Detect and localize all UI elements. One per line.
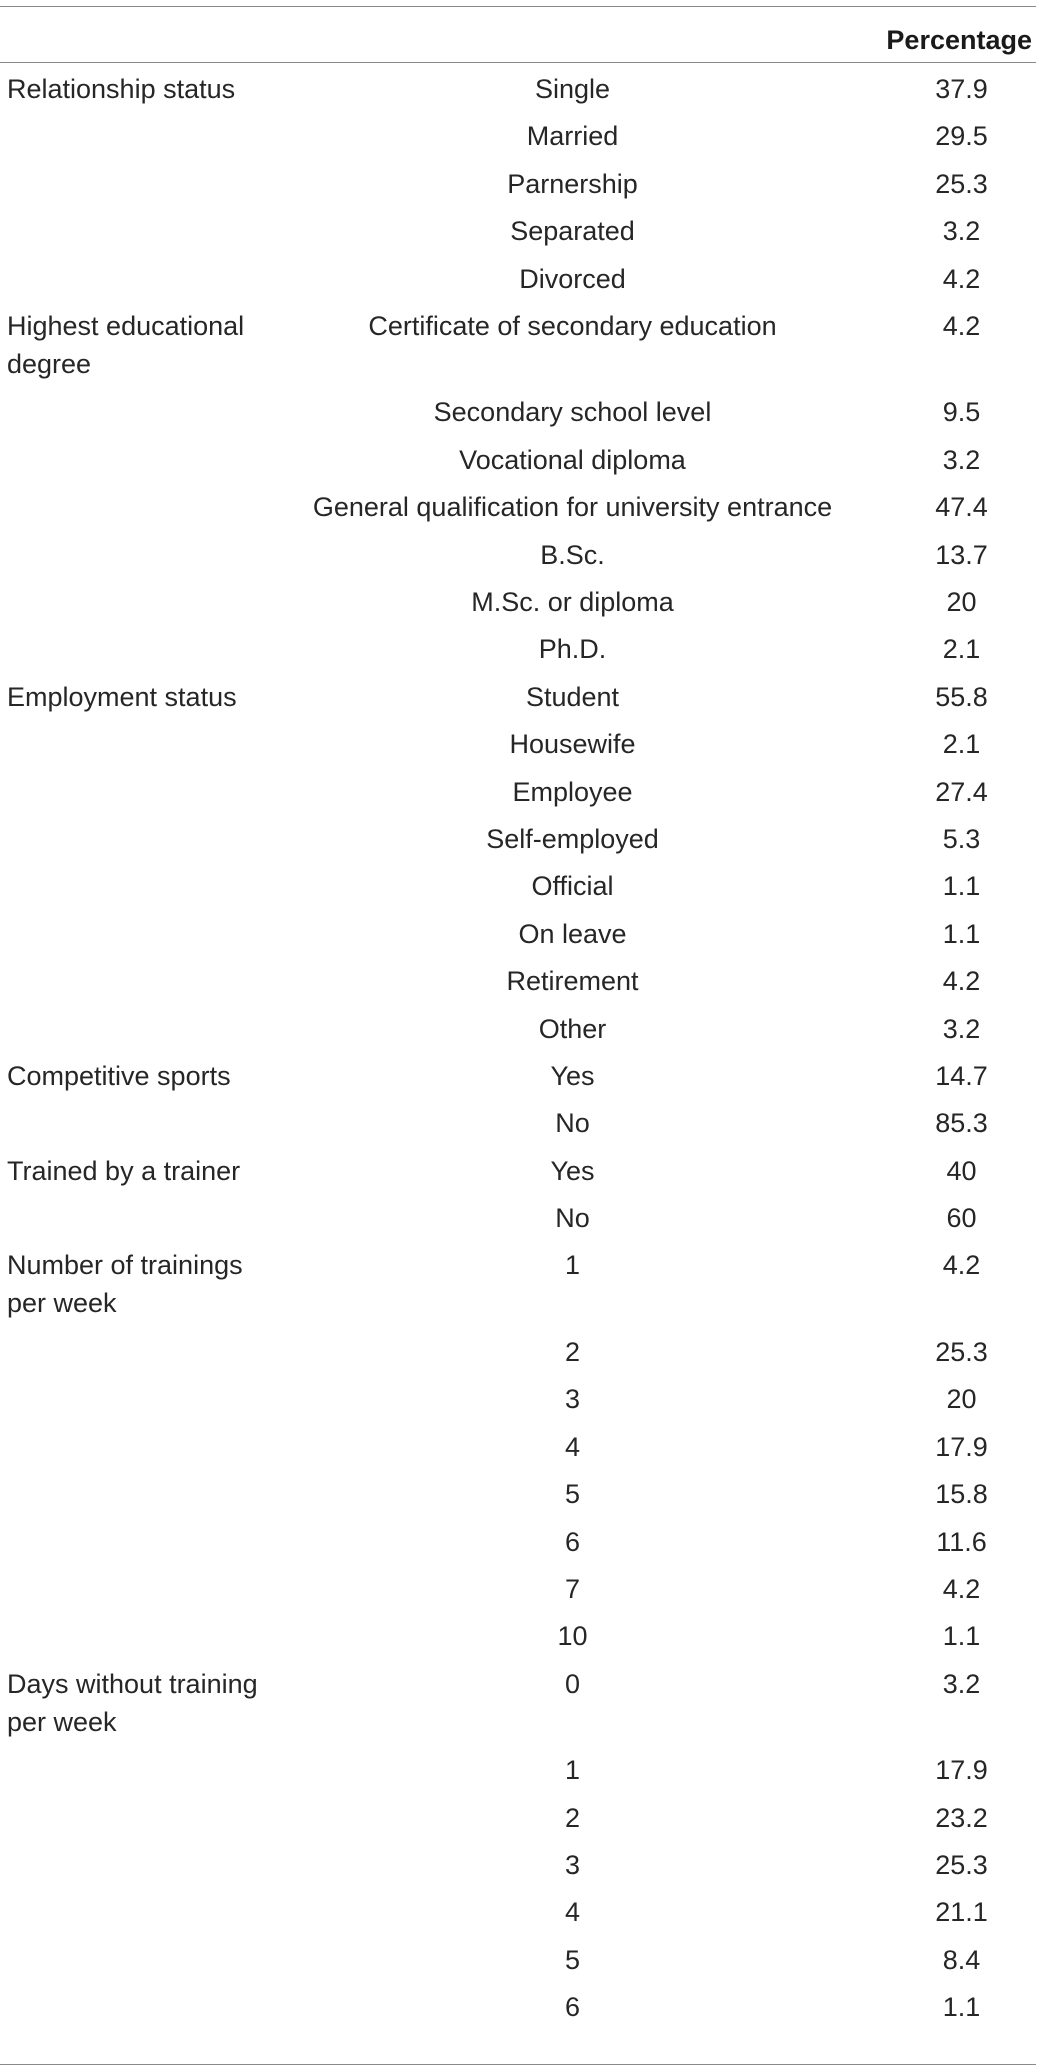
row-percentage: 3.2 [942, 444, 981, 475]
row-group-label [0, 1570, 285, 1617]
table-row [0, 488, 1040, 535]
table-row [0, 212, 1040, 259]
table-row [0, 260, 1040, 307]
row-group-label [0, 1941, 285, 1988]
row-category: 7 [564, 1573, 581, 1604]
row-group-label: Relationship status [7, 74, 236, 104]
row-group-label [0, 1751, 285, 1798]
row-percentage: 4.2 [942, 1573, 981, 1604]
table-row [0, 1152, 1040, 1199]
row-group-label [0, 488, 285, 535]
row-category: No [555, 1203, 590, 1234]
row-category: 5 [564, 1944, 581, 1975]
row-group-label [0, 962, 285, 1009]
row-category: Other [538, 1013, 607, 1044]
row-group-label [0, 630, 285, 677]
table-top-rule [0, 6, 1036, 7]
row-percentage: 4.2 [942, 310, 981, 341]
table-bottom-rule [0, 2064, 1036, 2065]
row-percentage: 20 [946, 1384, 977, 1415]
row-percentage: 4.2 [942, 263, 981, 294]
row-percentage: 17.9 [935, 1431, 988, 1462]
row-percentage: 27.4 [935, 776, 988, 807]
row-percentage: 25.3 [935, 1850, 988, 1880]
row-category: Yes [550, 1155, 595, 1186]
table-row [0, 70, 1040, 117]
row-group-label [0, 1617, 285, 1664]
table-row [0, 1246, 1040, 1333]
row-group-label [0, 820, 285, 867]
row-category: 3 [564, 1384, 581, 1415]
row-category: 4 [564, 1431, 581, 1462]
row-group-label [0, 1428, 285, 1475]
table-row [0, 1988, 1040, 2035]
demographics-table [0, 70, 1040, 2036]
row-category: 2 [564, 1336, 581, 1367]
row-percentage: 3.2 [942, 1668, 981, 1699]
row-percentage: 2.1 [942, 634, 981, 665]
row-percentage: 17.9 [935, 1755, 988, 1786]
row-group-label [0, 915, 285, 962]
row-percentage: 29.5 [935, 121, 988, 152]
table-row [0, 1333, 1040, 1380]
table-row [0, 1751, 1040, 1798]
row-percentage: 1.1 [942, 918, 981, 949]
table-row [0, 536, 1040, 583]
row-percentage: 4.2 [942, 966, 981, 997]
table-row [0, 1104, 1040, 1151]
row-percentage: 20 [946, 587, 977, 618]
row-category: 5 [564, 1479, 581, 1510]
row-group-label [0, 1104, 285, 1151]
table-row [0, 307, 1040, 394]
table-row [0, 725, 1040, 772]
row-group-label [0, 867, 285, 914]
table-row [0, 1057, 1040, 1104]
row-group-label [0, 1988, 285, 2035]
row-percentage: 1.1 [942, 871, 981, 902]
row-category: 0 [564, 1668, 581, 1699]
row-percentage: 5.3 [942, 823, 981, 854]
row-percentage: 4.2 [942, 1250, 981, 1281]
row-group-label [0, 725, 285, 772]
row-category: Self-employed [486, 823, 659, 854]
table-row [0, 867, 1040, 914]
row-group-label [0, 1475, 285, 1522]
row-category: Yes [550, 1060, 595, 1091]
row-percentage: 3.2 [942, 216, 981, 247]
row-percentage: 15.8 [935, 1479, 988, 1510]
row-group-label [0, 536, 285, 583]
table-row [0, 1893, 1040, 1940]
row-percentage: 11.6 [936, 1526, 987, 1557]
table-row [0, 678, 1040, 725]
row-group-label [0, 260, 285, 307]
row-category: Ph.D. [538, 634, 607, 665]
row-percentage: 85.3 [935, 1108, 988, 1139]
row-percentage: 2.1 [942, 729, 981, 760]
row-category: 6 [564, 1992, 581, 2023]
row-category: 4 [564, 1897, 581, 1928]
row-category: No [555, 1108, 590, 1139]
row-category: Vocational diploma [459, 444, 686, 475]
table-row [0, 1941, 1040, 1988]
row-percentage: 1.1 [942, 1621, 981, 1652]
table-row [0, 1846, 1040, 1893]
row-category: Parnership [507, 168, 638, 199]
row-group-label: Trained by a trainer [7, 1155, 241, 1186]
row-group-label [0, 1380, 285, 1427]
row-category: 10 [557, 1621, 588, 1652]
row-category: On leave [518, 918, 627, 949]
table-body [0, 70, 1040, 2036]
table-row [0, 820, 1040, 867]
row-category: 1 [564, 1755, 581, 1786]
row-percentage: 21.1 [935, 1897, 988, 1928]
table-row [0, 1799, 1040, 1846]
row-percentage: 8.4 [942, 1944, 981, 1975]
row-category: Separated [510, 216, 635, 247]
table-row [0, 773, 1040, 820]
row-group-label [0, 441, 285, 488]
table-row [0, 1380, 1040, 1427]
row-percentage: 37.9 [935, 74, 988, 104]
row-percentage: 60 [946, 1203, 977, 1234]
row-category: Single [534, 74, 611, 104]
row-group-label [0, 1523, 285, 1570]
row-group-label: Days without training per week [7, 1668, 258, 1737]
row-group-label [0, 117, 285, 164]
row-group-label [0, 773, 285, 820]
row-category: B.Sc. [540, 539, 605, 570]
row-group-label [0, 583, 285, 630]
table-row [0, 1570, 1040, 1617]
table-row [0, 393, 1040, 440]
column-header-percentage: Percentage [886, 25, 1032, 55]
row-category: 2 [564, 1802, 581, 1833]
row-category: Secondary school level [433, 397, 712, 428]
row-percentage: 1.1 [942, 1992, 981, 2023]
table-header-rule [0, 62, 1036, 63]
row-group-label [0, 1333, 285, 1380]
row-group-label: Highest educational degree [7, 310, 245, 379]
row-percentage: 13.7 [935, 539, 988, 570]
row-group-label [0, 1846, 285, 1893]
row-percentage: 55.8 [935, 681, 988, 712]
table-row [0, 1010, 1040, 1057]
table-row [0, 1475, 1040, 1522]
row-category: Divorced [519, 263, 626, 294]
row-percentage: 40 [946, 1155, 977, 1186]
row-group-label [0, 1799, 285, 1846]
table-row [0, 1428, 1040, 1475]
row-category: M.Sc. or diploma [471, 587, 674, 618]
row-group-label [0, 165, 285, 212]
table-row [0, 117, 1040, 164]
table-row [0, 441, 1040, 488]
row-percentage: 25.3 [935, 168, 988, 199]
row-percentage: 9.5 [942, 397, 981, 428]
table-row [0, 915, 1040, 962]
table-row [0, 1617, 1040, 1664]
row-category: General qualification for university entrance [312, 492, 833, 523]
table-row [0, 1665, 1040, 1752]
row-percentage: 14.7 [935, 1060, 988, 1091]
row-category: Student [525, 681, 620, 712]
row-category: 3 [564, 1850, 581, 1880]
table-row [0, 1523, 1040, 1570]
row-category: Employee [512, 776, 633, 807]
row-category: 6 [564, 1526, 581, 1557]
row-percentage: 23.2 [935, 1802, 988, 1833]
row-category: Retirement [506, 966, 639, 997]
table-row [0, 1199, 1040, 1246]
row-group-label [0, 212, 285, 259]
row-percentage: 3.2 [942, 1013, 981, 1044]
row-group-label [0, 1199, 285, 1246]
row-group-label: Number of trainings per week [7, 1250, 243, 1319]
row-category: Official [531, 871, 614, 902]
row-group-label [0, 1893, 285, 1940]
row-group-label: Employment status [7, 681, 237, 712]
table-row [0, 583, 1040, 630]
row-percentage: 47.4 [935, 492, 988, 523]
table-row [0, 962, 1040, 1009]
row-category: Certificate of secondary education [368, 310, 777, 341]
row-percentage: 25.3 [935, 1336, 988, 1367]
row-group-label: Competitive sports [7, 1060, 231, 1091]
row-group-label [0, 1010, 285, 1057]
row-group-label [0, 393, 285, 440]
table-row [0, 165, 1040, 212]
row-category: Married [526, 121, 619, 152]
row-category: Housewife [509, 729, 636, 760]
table-row [0, 630, 1040, 677]
row-category: 1 [564, 1250, 581, 1281]
